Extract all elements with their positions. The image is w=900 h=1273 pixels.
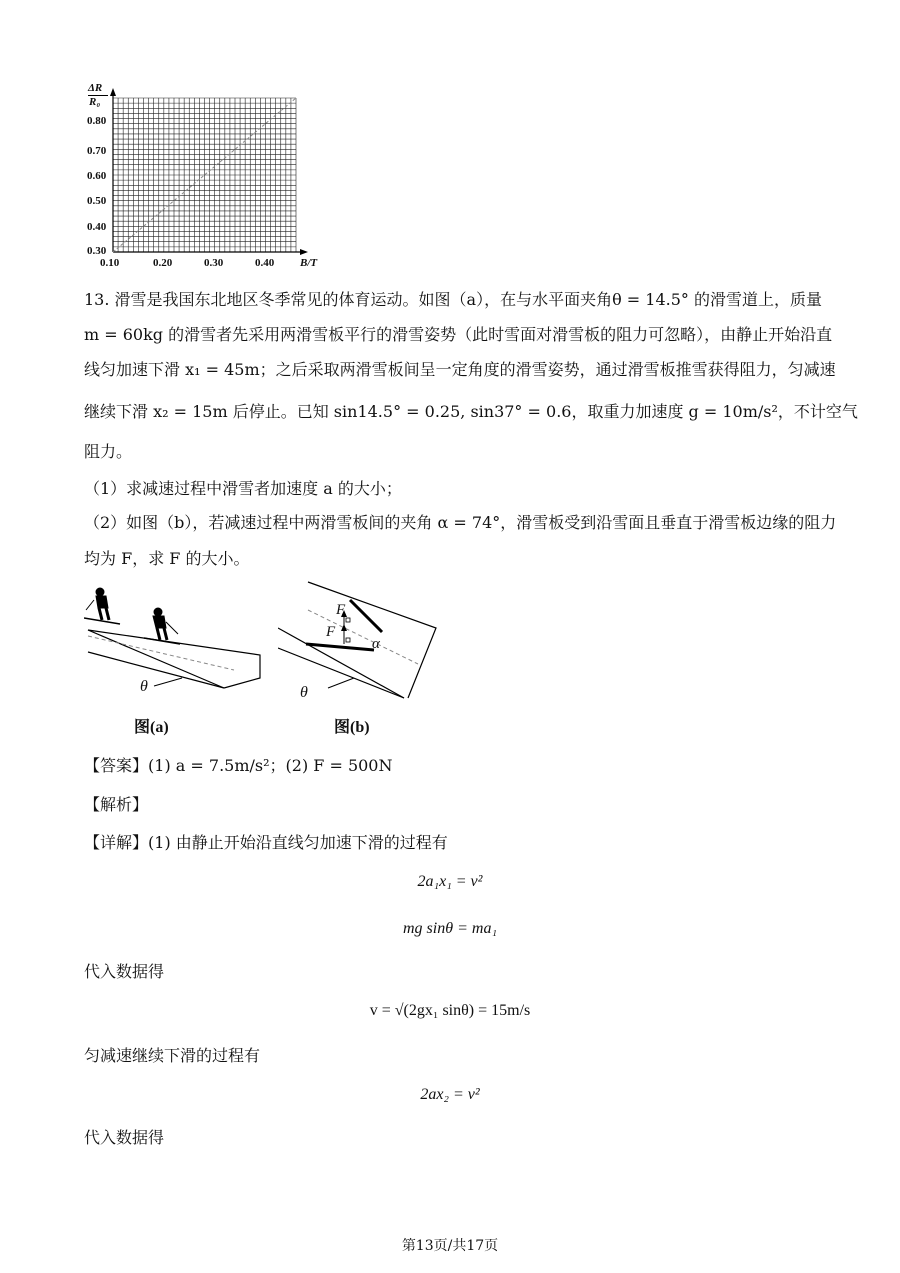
y-tick-080: 0.80 bbox=[87, 115, 107, 127]
x-tick-010: 0.10 bbox=[100, 257, 120, 269]
problem-line-2: m = 60kg 的滑雪者先采用两滑雪板平行的滑雪姿势（此时雪面对滑雪板的阻力可忽略），由静止开始沿直 bbox=[84, 325, 833, 344]
graph-figure bbox=[80, 80, 330, 275]
figure-a-caption: 图(a) bbox=[134, 719, 169, 736]
substitute-text-2: 代入数据得 bbox=[84, 1128, 165, 1147]
figure-b bbox=[278, 580, 448, 700]
x-tick-020: 0.20 bbox=[153, 257, 173, 269]
x-axis-label: B/T bbox=[300, 257, 318, 269]
x-tick-030: 0.30 bbox=[204, 257, 224, 269]
problem-line-3: 线匀加速下滑 x₁ = 45m；之后采取两滑雪板间呈一定角度的滑雪姿势，通过滑雪板推雪获得阻力，匀减速 bbox=[84, 360, 836, 379]
question-2-line-2: 均为 F，求 F 的大小。 bbox=[84, 549, 250, 568]
detail-intro: (1) 由静止开始沿直线匀加速下滑的过程有 bbox=[148, 833, 448, 852]
y-tick-070: 0.70 bbox=[87, 145, 107, 157]
alpha-label: α bbox=[372, 636, 380, 652]
problem-line-4: 继续下滑 x₂ = 15m 后停止。已知 sin14.5° = 0.25, sin37° = 0.6，取重力加速度 g = 10m/s²，不计空气 bbox=[84, 402, 858, 421]
y-axis-label-top: ΔR bbox=[88, 82, 103, 94]
force-label-1: F bbox=[336, 602, 346, 618]
theta-label-b: θ bbox=[300, 684, 308, 701]
detail-label: 【详解】 bbox=[84, 833, 149, 852]
detail-line bbox=[84, 833, 448, 853]
equation-4: 2ax₂ = v² bbox=[420, 1086, 480, 1103]
answer-label: 【答案】 bbox=[84, 756, 149, 775]
figure-a bbox=[84, 580, 264, 700]
x-tick-040: 0.40 bbox=[255, 257, 275, 269]
skier-2-icon bbox=[144, 608, 180, 644]
figure-a-svg bbox=[84, 580, 264, 700]
figure-b-svg bbox=[278, 580, 448, 700]
equation-2: mg sinθ = ma₁ bbox=[403, 920, 497, 937]
equation-1: 2a₁x₁ = v² bbox=[417, 873, 483, 890]
figure-b-caption: 图(b) bbox=[334, 719, 370, 736]
equation-3: v = √(2gx₁ sinθ) = 15m/s bbox=[369, 1002, 531, 1019]
answer-text: (1) a = 7.5m/s²；(2) F = 500N bbox=[148, 756, 393, 775]
y-tick-060: 0.60 bbox=[87, 170, 107, 182]
theta-label-a: θ bbox=[140, 678, 148, 695]
page-footer: 第13页/共17页 bbox=[401, 1238, 499, 1254]
y-tick-040: 0.40 bbox=[87, 221, 107, 233]
y-axis-label-bottom: R₀ bbox=[89, 96, 101, 108]
problem-line-1: 13. 滑雪是我国东北地区冬季常见的体育运动。如图（a），在与水平面夹角θ = 14.5° 的滑雪道上，质量 bbox=[84, 290, 822, 309]
question-1: （1）求减速过程中滑雪者加速度 a 的大小； bbox=[84, 479, 402, 498]
problem-line-5: 阻力。 bbox=[84, 442, 133, 461]
substitute-text-1: 代入数据得 bbox=[84, 962, 165, 981]
graph-svg bbox=[80, 80, 330, 275]
question-2-line-1: （2）如图（b），若减速过程中两滑雪板间的夹角 α = 74°，滑雪板受到沿雪面且垂直于滑雪板边缘的阻力 bbox=[84, 513, 837, 532]
force-label-2: F bbox=[326, 624, 336, 640]
answer-line bbox=[84, 756, 393, 776]
analysis-label: 【解析】 bbox=[84, 795, 149, 814]
y-tick-030: 0.30 bbox=[87, 245, 107, 257]
decel-text: 匀减速继续下滑的过程有 bbox=[84, 1046, 261, 1065]
skier-1-icon bbox=[84, 588, 120, 624]
y-tick-050: 0.50 bbox=[87, 195, 107, 207]
